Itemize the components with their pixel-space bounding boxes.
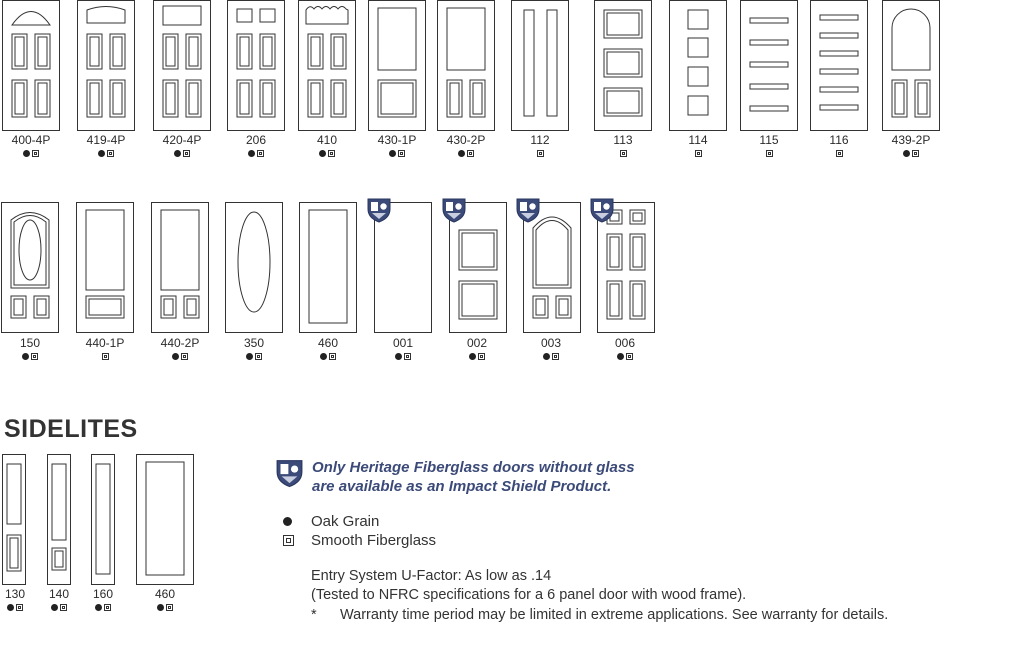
door-code-label: 116: [829, 133, 849, 147]
impact-shield-note: [312, 458, 635, 496]
door-113-drawing: [594, 0, 652, 131]
finish-symbols: [583, 148, 663, 158]
door-410-drawing: [298, 0, 356, 131]
smooth-fiberglass-icon: [166, 604, 173, 611]
door-code-label: 350: [243, 336, 265, 350]
legend-oak-grain-label: Oak Grain: [311, 512, 380, 530]
oak-grain-icon: [22, 353, 29, 360]
smooth-fiberglass-icon: [181, 353, 188, 360]
impact-shield-icon: [442, 197, 466, 223]
finish-symbols: [125, 602, 205, 612]
door-code-label: 460: [317, 336, 339, 350]
door-116-drawing: [810, 0, 868, 131]
smooth-fiberglass-icon: [183, 150, 190, 157]
sidelite-160-drawing: [91, 454, 115, 585]
sidelites-heading: SIDELITES: [4, 415, 138, 443]
legend-smooth-fiberglass: [283, 531, 437, 549]
door-code-label: 420-4P: [162, 133, 202, 147]
door-code-label: 001: [392, 336, 414, 350]
finish-symbols: [288, 351, 368, 361]
finish-symbols: [437, 351, 517, 361]
finish-symbols: [658, 148, 738, 158]
door-419-4p-drawing: [77, 0, 135, 131]
oak-grain-icon: [283, 517, 292, 526]
door-code-label: 115: [759, 133, 779, 147]
sidelite-140-drawing: [47, 454, 71, 585]
smooth-fiberglass-icon: [766, 150, 773, 157]
finish-symbols: [799, 148, 879, 158]
door-code-label: 112: [530, 133, 550, 147]
nfrc-text: (Tested to NFRC specifications for a 6 panel door with wood frame).: [311, 587, 747, 603]
smooth-fiberglass-icon: [398, 150, 405, 157]
oak-grain-icon: [174, 150, 181, 157]
finish-symbols: [214, 351, 294, 361]
impact-note-line-1: Only Heritage Fiberglass doors without glass: [312, 459, 635, 476]
finish-symbols: [142, 148, 222, 158]
finish-symbols: [729, 148, 809, 158]
door-440-2p-drawing: [151, 202, 209, 333]
oak-grain-icon: [7, 604, 14, 611]
door-code-label: 430-1P: [377, 133, 417, 147]
smooth-fiberglass-icon: [107, 150, 114, 157]
smooth-fiberglass-icon: [552, 353, 559, 360]
door-400-4p-drawing: [2, 0, 60, 131]
door-439-2p-drawing: [882, 0, 940, 131]
smooth-fiberglass-icon: [626, 353, 633, 360]
door-code-label: 440-1P: [85, 336, 125, 350]
smooth-fiberglass-icon: [836, 150, 843, 157]
smooth-fiberglass-icon: [329, 353, 336, 360]
legend-smooth-fiberglass-label: Smooth Fiberglass: [311, 531, 437, 549]
sidelite-code-label: 130: [4, 587, 26, 601]
door-code-label: 440-2P: [160, 336, 200, 350]
door-115-drawing: [740, 0, 798, 131]
oak-grain-icon: [543, 353, 550, 360]
door-430-2p-drawing: [437, 0, 495, 131]
door-code-label: 002: [466, 336, 488, 350]
oak-grain-icon: [172, 353, 179, 360]
smooth-fiberglass-icon: [32, 150, 39, 157]
smooth-fiberglass-icon: [404, 353, 411, 360]
finish-symbols: [871, 148, 951, 158]
finish-symbols: [66, 148, 146, 158]
finish-symbols: [500, 148, 580, 158]
door-206-drawing: [227, 0, 285, 131]
smooth-fiberglass-icon: [328, 150, 335, 157]
door-code-label: 150: [19, 336, 41, 350]
smooth-fiberglass-icon: [104, 604, 111, 611]
door-114-drawing: [669, 0, 727, 131]
door-code-label: 114: [688, 133, 708, 147]
impact-shield-icon: [516, 197, 540, 223]
oak-grain-icon: [469, 353, 476, 360]
door-code-label: 400-4P: [11, 133, 51, 147]
oak-grain-icon: [95, 604, 102, 611]
oak-grain-icon: [51, 604, 58, 611]
smooth-fiberglass-icon: [467, 150, 474, 157]
sidelite-code-label: 160: [92, 587, 114, 601]
warranty-text: Warranty time period may be limited in extreme applications. See warranty for details.: [340, 607, 889, 623]
finish-symbols: [287, 148, 367, 158]
oak-grain-icon: [98, 150, 105, 157]
door-code-label: 439-2P: [891, 133, 931, 147]
oak-grain-icon: [903, 150, 910, 157]
finish-symbols: [0, 351, 70, 361]
smooth-fiberglass-icon: [255, 353, 262, 360]
oak-grain-icon: [395, 353, 402, 360]
oak-grain-icon: [389, 150, 396, 157]
door-350-drawing: [225, 202, 283, 333]
door-code-label: 430-2P: [446, 133, 486, 147]
door-460-drawing: [299, 202, 357, 333]
finish-symbols: [426, 148, 506, 158]
finish-symbols: [0, 148, 71, 158]
smooth-fiberglass-icon: [283, 535, 294, 546]
door-440-1p-drawing: [76, 202, 134, 333]
smooth-fiberglass-icon: [912, 150, 919, 157]
sidelite-code-label: 460: [154, 587, 176, 601]
finish-symbols: [216, 148, 296, 158]
u-factor-text: Entry System U-Factor: As low as .14: [311, 568, 552, 584]
impact-shield-icon: [367, 197, 391, 223]
smooth-fiberglass-icon: [257, 150, 264, 157]
sidelite-code-label: 140: [48, 587, 70, 601]
sidelite-460-drawing: [136, 454, 194, 585]
door-code-label: 006: [614, 336, 636, 350]
finish-symbols: [511, 351, 591, 361]
oak-grain-icon: [246, 353, 253, 360]
door-420-4p-drawing: [153, 0, 211, 131]
finish-symbols: [363, 351, 443, 361]
oak-grain-icon: [248, 150, 255, 157]
finish-symbols: [357, 148, 437, 158]
oak-grain-icon: [157, 604, 164, 611]
smooth-fiberglass-icon: [620, 150, 627, 157]
impact-note-line-2: are available as an Impact Shield Product.: [312, 478, 612, 495]
smooth-fiberglass-icon: [102, 353, 109, 360]
smooth-fiberglass-icon: [31, 353, 38, 360]
smooth-fiberglass-icon: [478, 353, 485, 360]
door-code-label: 410: [316, 133, 338, 147]
door-code-label: 003: [540, 336, 562, 350]
impact-shield-icon: [276, 458, 303, 488]
door-430-1p-drawing: [368, 0, 426, 131]
door-112-drawing: [511, 0, 569, 131]
oak-grain-icon: [319, 150, 326, 157]
door-code-label: 419-4P: [86, 133, 126, 147]
impact-shield-icon: [590, 197, 614, 223]
smooth-fiberglass-icon: [537, 150, 544, 157]
door-code-label: 206: [245, 133, 267, 147]
door-150-drawing: [1, 202, 59, 333]
legend-oak-grain: [283, 512, 380, 530]
finish-symbols: [585, 351, 665, 361]
oak-grain-icon: [617, 353, 624, 360]
warranty-asterisk: *: [311, 607, 317, 623]
oak-grain-icon: [320, 353, 327, 360]
oak-grain-icon: [23, 150, 30, 157]
door-code-label: 113: [613, 133, 633, 147]
sidelite-130-drawing: [2, 454, 26, 585]
finish-symbols: [65, 351, 145, 361]
smooth-fiberglass-icon: [695, 150, 702, 157]
finish-symbols: [140, 351, 220, 361]
oak-grain-icon: [458, 150, 465, 157]
